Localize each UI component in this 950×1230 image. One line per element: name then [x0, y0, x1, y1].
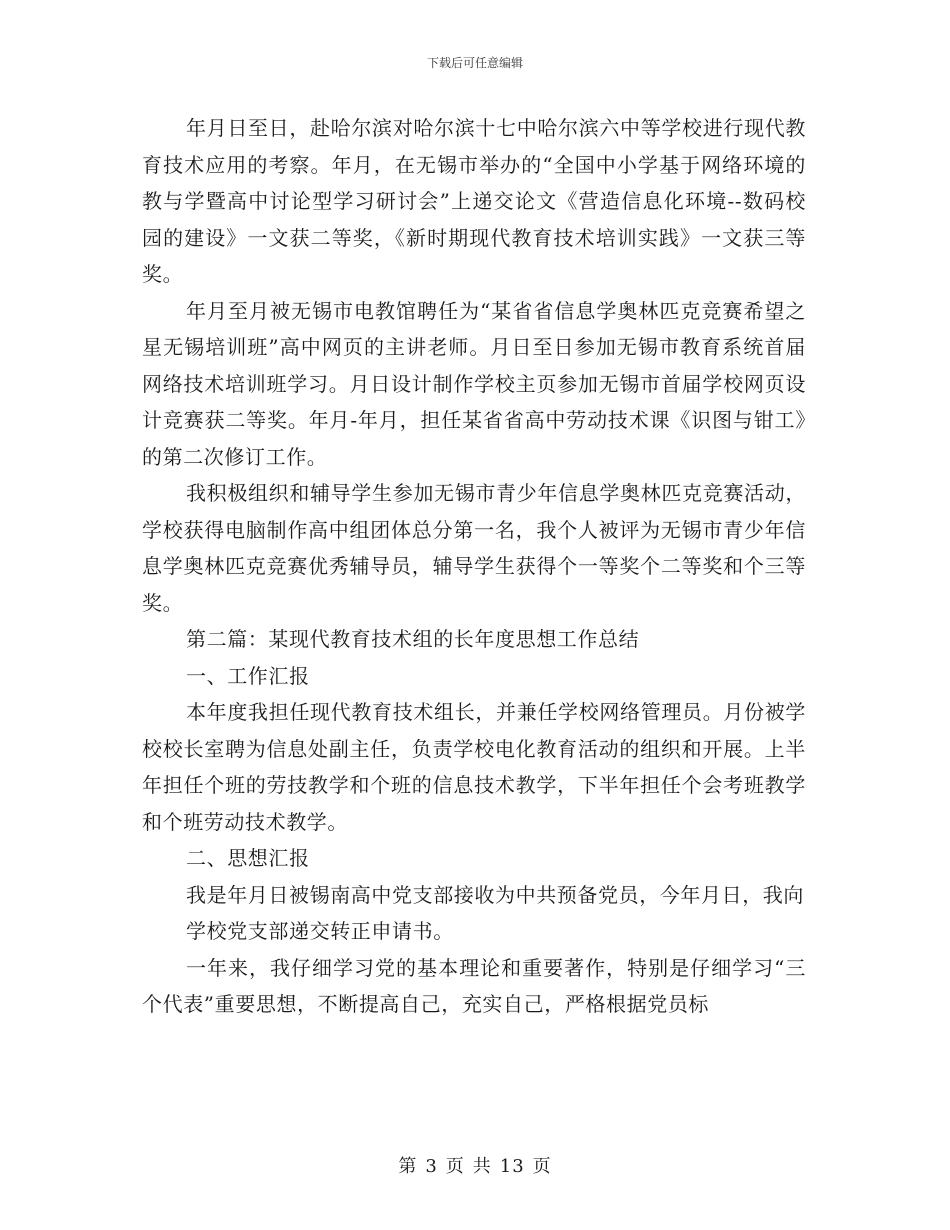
- header-note: 下载后可任意编辑: [426, 56, 523, 70]
- paragraph-1: 年月日至日，赴哈尔滨对哈尔滨十七中哈尔滨六中等学校进行现代教育技术应用的考察。年月，在无锡市举办的“全国中小学基于网络环境的教与学暨高中讨论型学习研讨会”上递交论文《营造信息化环境--数码校园的建设》一文获二等奖，《新时期现代教育技术培训实践》一文获三等奖。: [142, 116, 806, 286]
- page-label-suffix: 页: [532, 1156, 552, 1177]
- subheading-work-report: 一、工作汇报: [186, 663, 310, 688]
- paragraph-3: 我积极组织和辅导学生参加无锡市青少年信息学奥林匹克竞赛活动，学校获得电脑制作高中组团体总分第一名，我个人被评为无锡市青少年信息学奥林匹克竞赛优秀辅导员，辅导学生获得个一等奖个二等奖和个三等奖。: [142, 481, 806, 615]
- total-label-prefix: 共: [472, 1156, 492, 1177]
- page-label-prefix: 第: [398, 1156, 418, 1177]
- total-page-count: 13: [499, 1156, 525, 1177]
- paragraph-7: 一年来，我仔细学习党的基本理论和重要著作，特别是仔细学习“三个代表”重要思想，不断提高自己，充实自己，严格根据党员标: [142, 955, 806, 1016]
- paragraph-2: 年月至月被无锡市电教馆聘任为“某省省信息学奥林匹克竞赛希望之星无锡培训班”高中网页的主讲老师。月日至日参加无锡市教育系统首届网络技术培训班学习。月日设计制作学校主页参加无锡市首届学校网页设计竞赛获二等奖。年月-年月，担任某省省高中劳动技术课《识图与钳工》的第二次修订工作。: [142, 298, 806, 469]
- current-page-number: 3: [425, 1156, 438, 1177]
- paragraph-4: 本年度我担任现代教育技术组长，并兼任学校网络管理员。月份被学校校长室聘为信息处副主任，负责学校电化教育活动的组织和开展。上半年担任个班的劳技教学和个班的信息技术教学，下半年担任个会考班教学和个班劳动技术教学。: [142, 700, 806, 834]
- document-body: [142, 110, 806, 1023]
- page-label-mid: 页: [445, 1156, 465, 1177]
- page-number-footer: [0, 1152, 950, 1178]
- paragraph-5: 我是年月日被锡南高中党支部接收为中共预备党员，今年月日，我向: [186, 882, 804, 907]
- subheading-thought-report: 二、思想汇报: [186, 846, 310, 870]
- paragraph-6: 学校党支部递交转正申请书。: [186, 919, 454, 943]
- section-heading-2: 第二篇：某现代教育技术组的长年度思想工作总结: [186, 627, 640, 651]
